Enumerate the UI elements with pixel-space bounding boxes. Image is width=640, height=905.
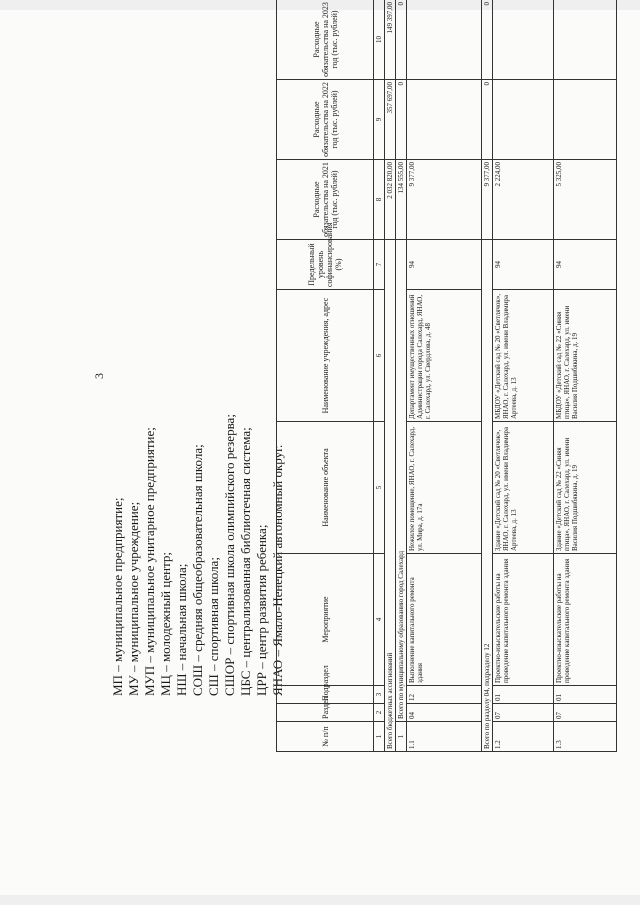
table-row xyxy=(554,0,617,752)
row-cofinancing: 94 xyxy=(407,240,482,290)
group-total-row xyxy=(396,0,407,752)
budget-table xyxy=(276,0,617,752)
row-2021: 9 377,00 xyxy=(407,160,482,240)
row-2023 xyxy=(407,0,482,80)
column-number: 8 xyxy=(374,160,385,240)
rotated-content xyxy=(88,0,632,752)
subtotal-row xyxy=(482,0,493,752)
row-institution: МБДОУ «Детский сад № 22 «Синяя птица», ЯНАО, г. Салехард, ул. имени Василия Подшибякина, д. 19 xyxy=(554,290,617,422)
row-object: Здание «Детский сад № 20 «Светлячок», ЯНАО, г. Салехард, ул. имени Владимира Артеева, д. 13 xyxy=(493,422,554,554)
table-row xyxy=(407,0,482,752)
row-2021: 5 325,00 xyxy=(554,160,617,240)
row-razdel: 07 xyxy=(493,704,554,722)
row-number: 1.2 xyxy=(493,722,554,752)
row-institution: Департамент имущественных отношений Администрации города Салехард, ЯНАО, г. Салехард, ул. Свердлова, д. 48 xyxy=(407,290,482,422)
row-event: Проектно-изыскательские работы на проведение капитального ремонта здания xyxy=(554,554,617,686)
header-cell: Расходные обязательства на 2023 год (тыс. рублей) xyxy=(277,0,374,80)
group-number: 1 xyxy=(396,722,407,752)
abbreviation-item: СОШ – средняя общеобразовательная школа; xyxy=(190,444,205,696)
page-number: 3 xyxy=(92,373,106,379)
row-event: Выполнение капитального ремонта здания xyxy=(407,554,482,686)
column-number: 5 xyxy=(374,422,385,554)
group-label: Всего по муниципальному образованию город Салехард xyxy=(396,240,407,722)
row-2023 xyxy=(554,0,617,80)
row-2023 xyxy=(493,0,554,80)
subtotal-2021: 9 377,00 xyxy=(482,160,493,240)
column-number: 9 xyxy=(374,80,385,160)
row-number: 1.1 xyxy=(407,722,482,752)
abbreviation-item: СШ – спортивная школа; xyxy=(206,557,221,696)
column-number: 1 xyxy=(374,722,385,752)
total-2022: 357 697,00 xyxy=(385,80,396,160)
row-object: Здание «Детский сад № 22 «Синяя птица», ЯНАО, г. Салехард, ул. имени Василия Подшибякина, д. 19 xyxy=(554,422,617,554)
row-2022 xyxy=(493,80,554,160)
row-2022 xyxy=(407,80,482,160)
row-2021: 2 224,00 xyxy=(493,160,554,240)
abbreviation-item: НШ – начальная школа; xyxy=(174,563,189,696)
row-podrazdel: 01 xyxy=(493,686,554,704)
row-object: Нежилое помещение, ЯНАО, г. Салехард, ул. Мира, д. 17а xyxy=(407,422,482,554)
subtotal-2023: 0 xyxy=(482,0,493,80)
row-number: 1.3 xyxy=(554,722,617,752)
header-cell: Наименование учреждения, адрес xyxy=(277,290,374,422)
total-2021: 2 032 820,00 xyxy=(385,160,396,240)
abbreviation-item: ЦРР – центр развития ребенка; xyxy=(254,524,269,696)
abbreviation-item: МЦ – молодежный центр; xyxy=(158,551,173,696)
column-number: 7 xyxy=(374,240,385,290)
abbreviation-item: МУ – муниципальное учреждение; xyxy=(126,501,141,696)
column-number: 6 xyxy=(374,290,385,422)
row-cofinancing: 94 xyxy=(493,240,554,290)
subtotal-2022: 0 xyxy=(482,80,493,160)
row-razdel: 04 xyxy=(407,704,482,722)
header-cell: № п/п xyxy=(277,722,374,752)
header-cell: Мероприятие xyxy=(277,554,374,686)
total-row xyxy=(385,0,396,752)
subtotal-label: Всего по разделу 04, подразделу 12 xyxy=(482,240,493,752)
group-2022: 0 xyxy=(396,80,407,160)
header-cell: Наименование объекта xyxy=(277,422,374,554)
header-cell: Раздел xyxy=(277,704,374,722)
abbreviation-item: СШОР – спортивная школа олимпийского резерва; xyxy=(222,414,237,696)
header-cell: Расходные обязательства на 2022 год (тыс. рублей) xyxy=(277,80,374,160)
abbreviation-item: ЯНАО – Ямало-Ненецкий автономный округ. xyxy=(270,444,285,696)
column-number: 4 xyxy=(374,554,385,686)
header-cell: Подраздел xyxy=(277,686,374,704)
group-2021: 134 555,00 xyxy=(396,160,407,240)
row-event: Проектно-изыскательские работы на проведение капитального ремонта здания xyxy=(493,554,554,686)
column-number-row xyxy=(374,0,385,752)
group-2023: 0 xyxy=(396,0,407,80)
row-2022 xyxy=(554,80,617,160)
column-number: 10 xyxy=(374,0,385,80)
row-cofinancing: 94 xyxy=(554,240,617,290)
row-razdel: 07 xyxy=(554,704,617,722)
row-institution: МБДОУ «Детский сад № 20 «Светлячок», ЯНАО, г. Салехард, ул. имени Владимира Артеева, д. 13 xyxy=(493,290,554,422)
scan-edge-bottom xyxy=(0,895,640,905)
header-cell: Предельный уровень софинансирования (%) xyxy=(277,240,374,290)
column-number: 2 xyxy=(374,704,385,722)
row-podrazdel: 12 xyxy=(407,686,482,704)
abbreviation-item: МП – муниципальное предприятие; xyxy=(110,497,125,696)
header-cell: Расходные обязательства на 2021 год (тыс. рублей) xyxy=(277,160,374,240)
table-header-row xyxy=(277,0,374,752)
abbreviation-item: ЦБС – централизованная библиотечная система; xyxy=(238,427,253,696)
abbreviations-list xyxy=(110,136,286,696)
column-number: 3 xyxy=(374,686,385,704)
total-2023: 149 397,00 xyxy=(385,0,396,80)
table-row xyxy=(493,0,554,752)
total-label: Всего бюджетных ассигнований xyxy=(385,240,396,752)
row-podrazdel: 01 xyxy=(554,686,617,704)
abbreviation-item: МУП – муниципальное унитарное предприятие; xyxy=(142,427,157,696)
